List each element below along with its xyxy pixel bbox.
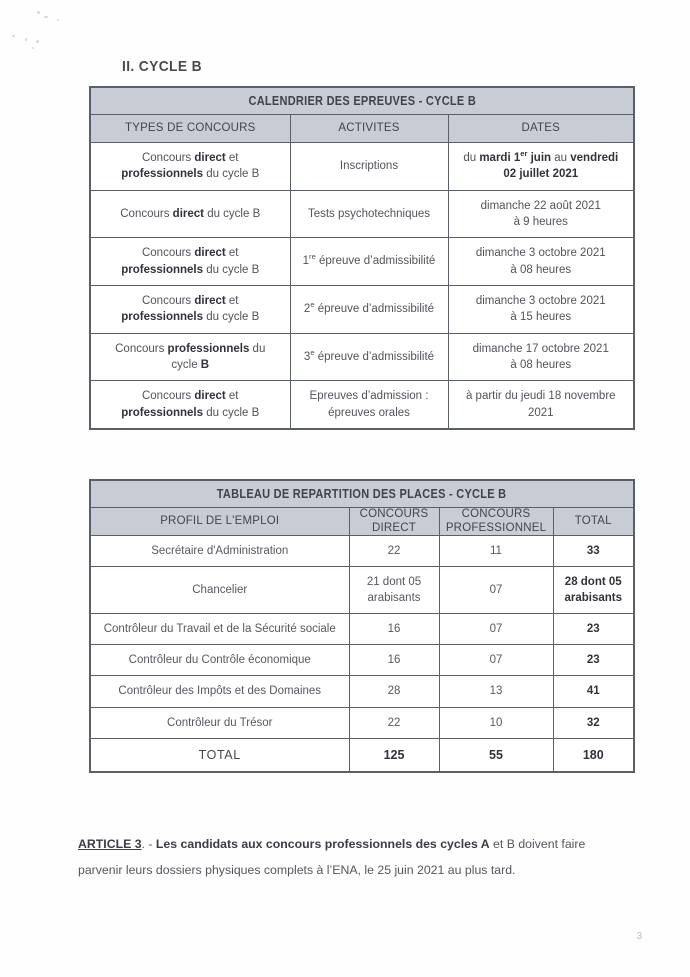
- table-row: [90, 238, 634, 286]
- cell-type-concours: [90, 381, 290, 429]
- text-fragment: Concours: [141, 152, 195, 164]
- table-header-row: [90, 115, 634, 143]
- text-fragment: du cycle B: [204, 207, 261, 220]
- cell-concours-direct: 21 dont 05 arabisants: [349, 567, 439, 614]
- column-header-concours-professionnel: CONCOURS PROFESSIONNEL: [439, 508, 553, 536]
- text-fragment: épreuves orales: [328, 406, 410, 419]
- text-fragment: à 9 heures: [513, 215, 568, 228]
- cell-concours-direct: 22: [349, 707, 439, 738]
- text-fragment: du: [463, 152, 480, 164]
- text-fragment-bold: professionnels: [167, 342, 250, 355]
- cell-date: [448, 190, 634, 238]
- cell-type-concours: [90, 143, 290, 191]
- cell-total: 23: [553, 614, 634, 645]
- page-number: 3: [636, 931, 642, 942]
- text-fragment: Concours: [141, 390, 195, 403]
- cell-total-label: TOTAL: [90, 738, 349, 772]
- cell-concours-direct: 28: [349, 676, 439, 707]
- text-fragment: et: [225, 152, 239, 164]
- table-title-row: [90, 480, 634, 508]
- scan-speckle: [37, 11, 40, 14]
- text-fragment: du cycle B: [203, 263, 260, 276]
- text-fragment-bold: professionnels: [121, 406, 204, 419]
- cell-concours-direct: 16: [349, 614, 439, 645]
- cell-date: [448, 143, 634, 191]
- text-fragment-bold: mardi 1er juin: [479, 149, 552, 164]
- column-header-concours-direct: CONCOURS DIRECT: [349, 508, 439, 536]
- text-fragment-bold: direct: [194, 390, 226, 403]
- calendar-table-title: CALENDRIER DES EPREUVES - CYCLE B: [90, 87, 634, 115]
- text-fragment: et: [225, 247, 239, 260]
- cell-activite: Inscriptions: [290, 143, 448, 191]
- cell-date: [448, 285, 634, 333]
- table-total-row: [90, 738, 634, 772]
- page-title: II. CYCLE B: [122, 58, 202, 75]
- table-row: [90, 381, 634, 429]
- text-fragment: Concours: [141, 294, 195, 307]
- cell-type-concours: Concours professionnels du cycle B: [90, 333, 290, 381]
- cell-profil: Chancelier: [90, 567, 349, 614]
- table-row: [90, 645, 634, 676]
- text-fragment: à 15 heures: [510, 311, 572, 324]
- cell-total-professionnel: 55: [439, 738, 553, 772]
- table-row: [90, 333, 634, 381]
- table-title-row: [90, 87, 634, 115]
- text-fragment-bold: B: [200, 358, 210, 371]
- article-strong-text: Les candidats aux concours professionnels des cycles A: [155, 837, 490, 852]
- cell-date: [448, 238, 634, 286]
- table-row: [90, 676, 634, 707]
- text-fragment: Concours: [115, 342, 168, 355]
- text-fragment-bold: 02 juillet 2021: [503, 168, 579, 181]
- text-fragment: du cycle B: [203, 406, 260, 419]
- cell-profil: Contrôleur du Travail et de la Sécurité sociale: [90, 614, 349, 645]
- table-row: [90, 614, 634, 645]
- cell-total: 32: [553, 707, 634, 738]
- text-fragment: et: [225, 294, 239, 307]
- text-fragment: du cycle B: [203, 311, 260, 324]
- cell-total: 33: [553, 536, 634, 567]
- table-row: [90, 567, 634, 614]
- cell-activite: [290, 333, 448, 381]
- text-fragment-bold: vendredi: [570, 152, 619, 164]
- text-fragment: 3: [303, 350, 311, 363]
- text-fragment-bold: direct: [194, 152, 226, 164]
- text-fragment-bold: professionnels: [121, 263, 204, 276]
- column-header-total: TOTAL: [553, 508, 634, 536]
- text-fragment: 2021: [527, 406, 554, 419]
- cell-date: [448, 381, 634, 429]
- text-fragment: épreuve d’admissibilité: [315, 255, 436, 268]
- text-fragment: 2: [303, 303, 311, 316]
- ordinal-suffix: e: [310, 300, 315, 310]
- cell-type-concours: [90, 190, 290, 238]
- column-header-dates: DATES: [448, 115, 634, 143]
- cell-activite: Tests psychotechniques: [290, 190, 448, 238]
- scan-speckle: [12, 35, 15, 37]
- article-paragraph: [78, 832, 623, 882]
- text-fragment: épreuve d’admissibilité: [314, 303, 435, 316]
- table-row: [90, 536, 634, 567]
- article-rest-text: et B doivent faire parvenir leurs dossiers physiques complets à l’ENA, le 25 juin 2021 au plus tard.: [78, 837, 586, 877]
- cell-concours-direct: 22: [349, 536, 439, 567]
- cell-total: 41: [553, 676, 634, 707]
- calendar-table: [89, 86, 635, 430]
- text-fragment: au: [551, 152, 571, 164]
- table-row: [90, 285, 634, 333]
- article-label: ARTICLE 3: [78, 837, 142, 852]
- column-header-profil: PROFIL DE L'EMPLOI: [90, 508, 349, 536]
- text-fragment: du cycle B: [203, 168, 260, 181]
- cell-total: 28 dont 05 arabisants: [553, 567, 634, 614]
- cell-activite: [290, 238, 448, 286]
- scan-speckle: [44, 16, 48, 18]
- cell-total: 23: [553, 645, 634, 676]
- cell-total-direct: 125: [349, 738, 439, 772]
- cell-concours-professionnel: 13: [439, 676, 553, 707]
- scan-speckle: [32, 47, 34, 49]
- text-fragment: à 08 heures: [510, 358, 572, 371]
- cell-date: [448, 333, 634, 381]
- table-row: [90, 707, 634, 738]
- table-row: [90, 190, 634, 238]
- cell-profil: Secrétaire d'Administration: [90, 536, 349, 567]
- text-fragment: et: [225, 390, 239, 403]
- cell-profil: Contrôleur des Impôts et des Domaines: [90, 676, 349, 707]
- cell-concours-professionnel: 10: [439, 707, 553, 738]
- text-fragment: épreuve d’admissibilité: [314, 350, 435, 363]
- text-fragment-bold: direct: [194, 294, 226, 307]
- cell-concours-direct: 16: [349, 645, 439, 676]
- cell-profil: Contrôleur du Trésor: [90, 707, 349, 738]
- column-header-types: TYPES DE CONCOURS: [90, 115, 290, 143]
- cell-profil: Contrôleur du Contrôle économique: [90, 645, 349, 676]
- cell-concours-professionnel: 07: [439, 567, 553, 614]
- text-fragment: Concours: [120, 207, 173, 220]
- ordinal-suffix: re: [309, 252, 316, 262]
- cell-activite: [290, 381, 448, 429]
- cell-type-concours: [90, 238, 290, 286]
- ordinal-suffix: e: [310, 347, 315, 357]
- text-fragment: à 08 heures: [510, 263, 572, 276]
- text-fragment: 1: [302, 255, 310, 268]
- table-header-row: [90, 508, 634, 536]
- places-table-title: TABLEAU DE REPARTITION DES PLACES - CYCLE B: [90, 480, 634, 508]
- text-fragment-bold: direct: [172, 207, 204, 220]
- cell-type-concours: [90, 285, 290, 333]
- places-table: [89, 479, 635, 773]
- cell-activite: [290, 285, 448, 333]
- text-fragment: Epreuves d’admission :: [309, 390, 429, 403]
- text-fragment-bold: professionnels: [121, 168, 204, 181]
- text-fragment: à partir du jeudi 18 novembre: [465, 390, 616, 403]
- cell-concours-professionnel: 11: [439, 536, 553, 567]
- scan-speckle: [25, 38, 27, 41]
- text-fragment: . -: [141, 837, 156, 852]
- cell-concours-professionnel: 07: [439, 645, 553, 676]
- column-header-activites: ACTIVITES: [290, 115, 448, 143]
- cell-total-grand: 180: [553, 738, 634, 772]
- text-fragment-bold: direct: [194, 247, 226, 260]
- scan-speckle: [57, 19, 59, 21]
- scan-speckle: [36, 40, 39, 43]
- text-fragment: dimanche 22 août 2021: [480, 199, 601, 212]
- text-fragment: dimanche 17 octobre 2021: [472, 342, 609, 355]
- text-fragment-bold: professionnels: [121, 311, 204, 324]
- text-fragment: dimanche 3 octobre 2021: [475, 294, 606, 307]
- text-fragment: dimanche 3 octobre 2021: [475, 247, 606, 260]
- text-fragment: Concours: [141, 247, 195, 260]
- table-row: [90, 143, 634, 191]
- ordinal-suffix: er: [520, 149, 528, 159]
- cell-concours-professionnel: 07: [439, 614, 553, 645]
